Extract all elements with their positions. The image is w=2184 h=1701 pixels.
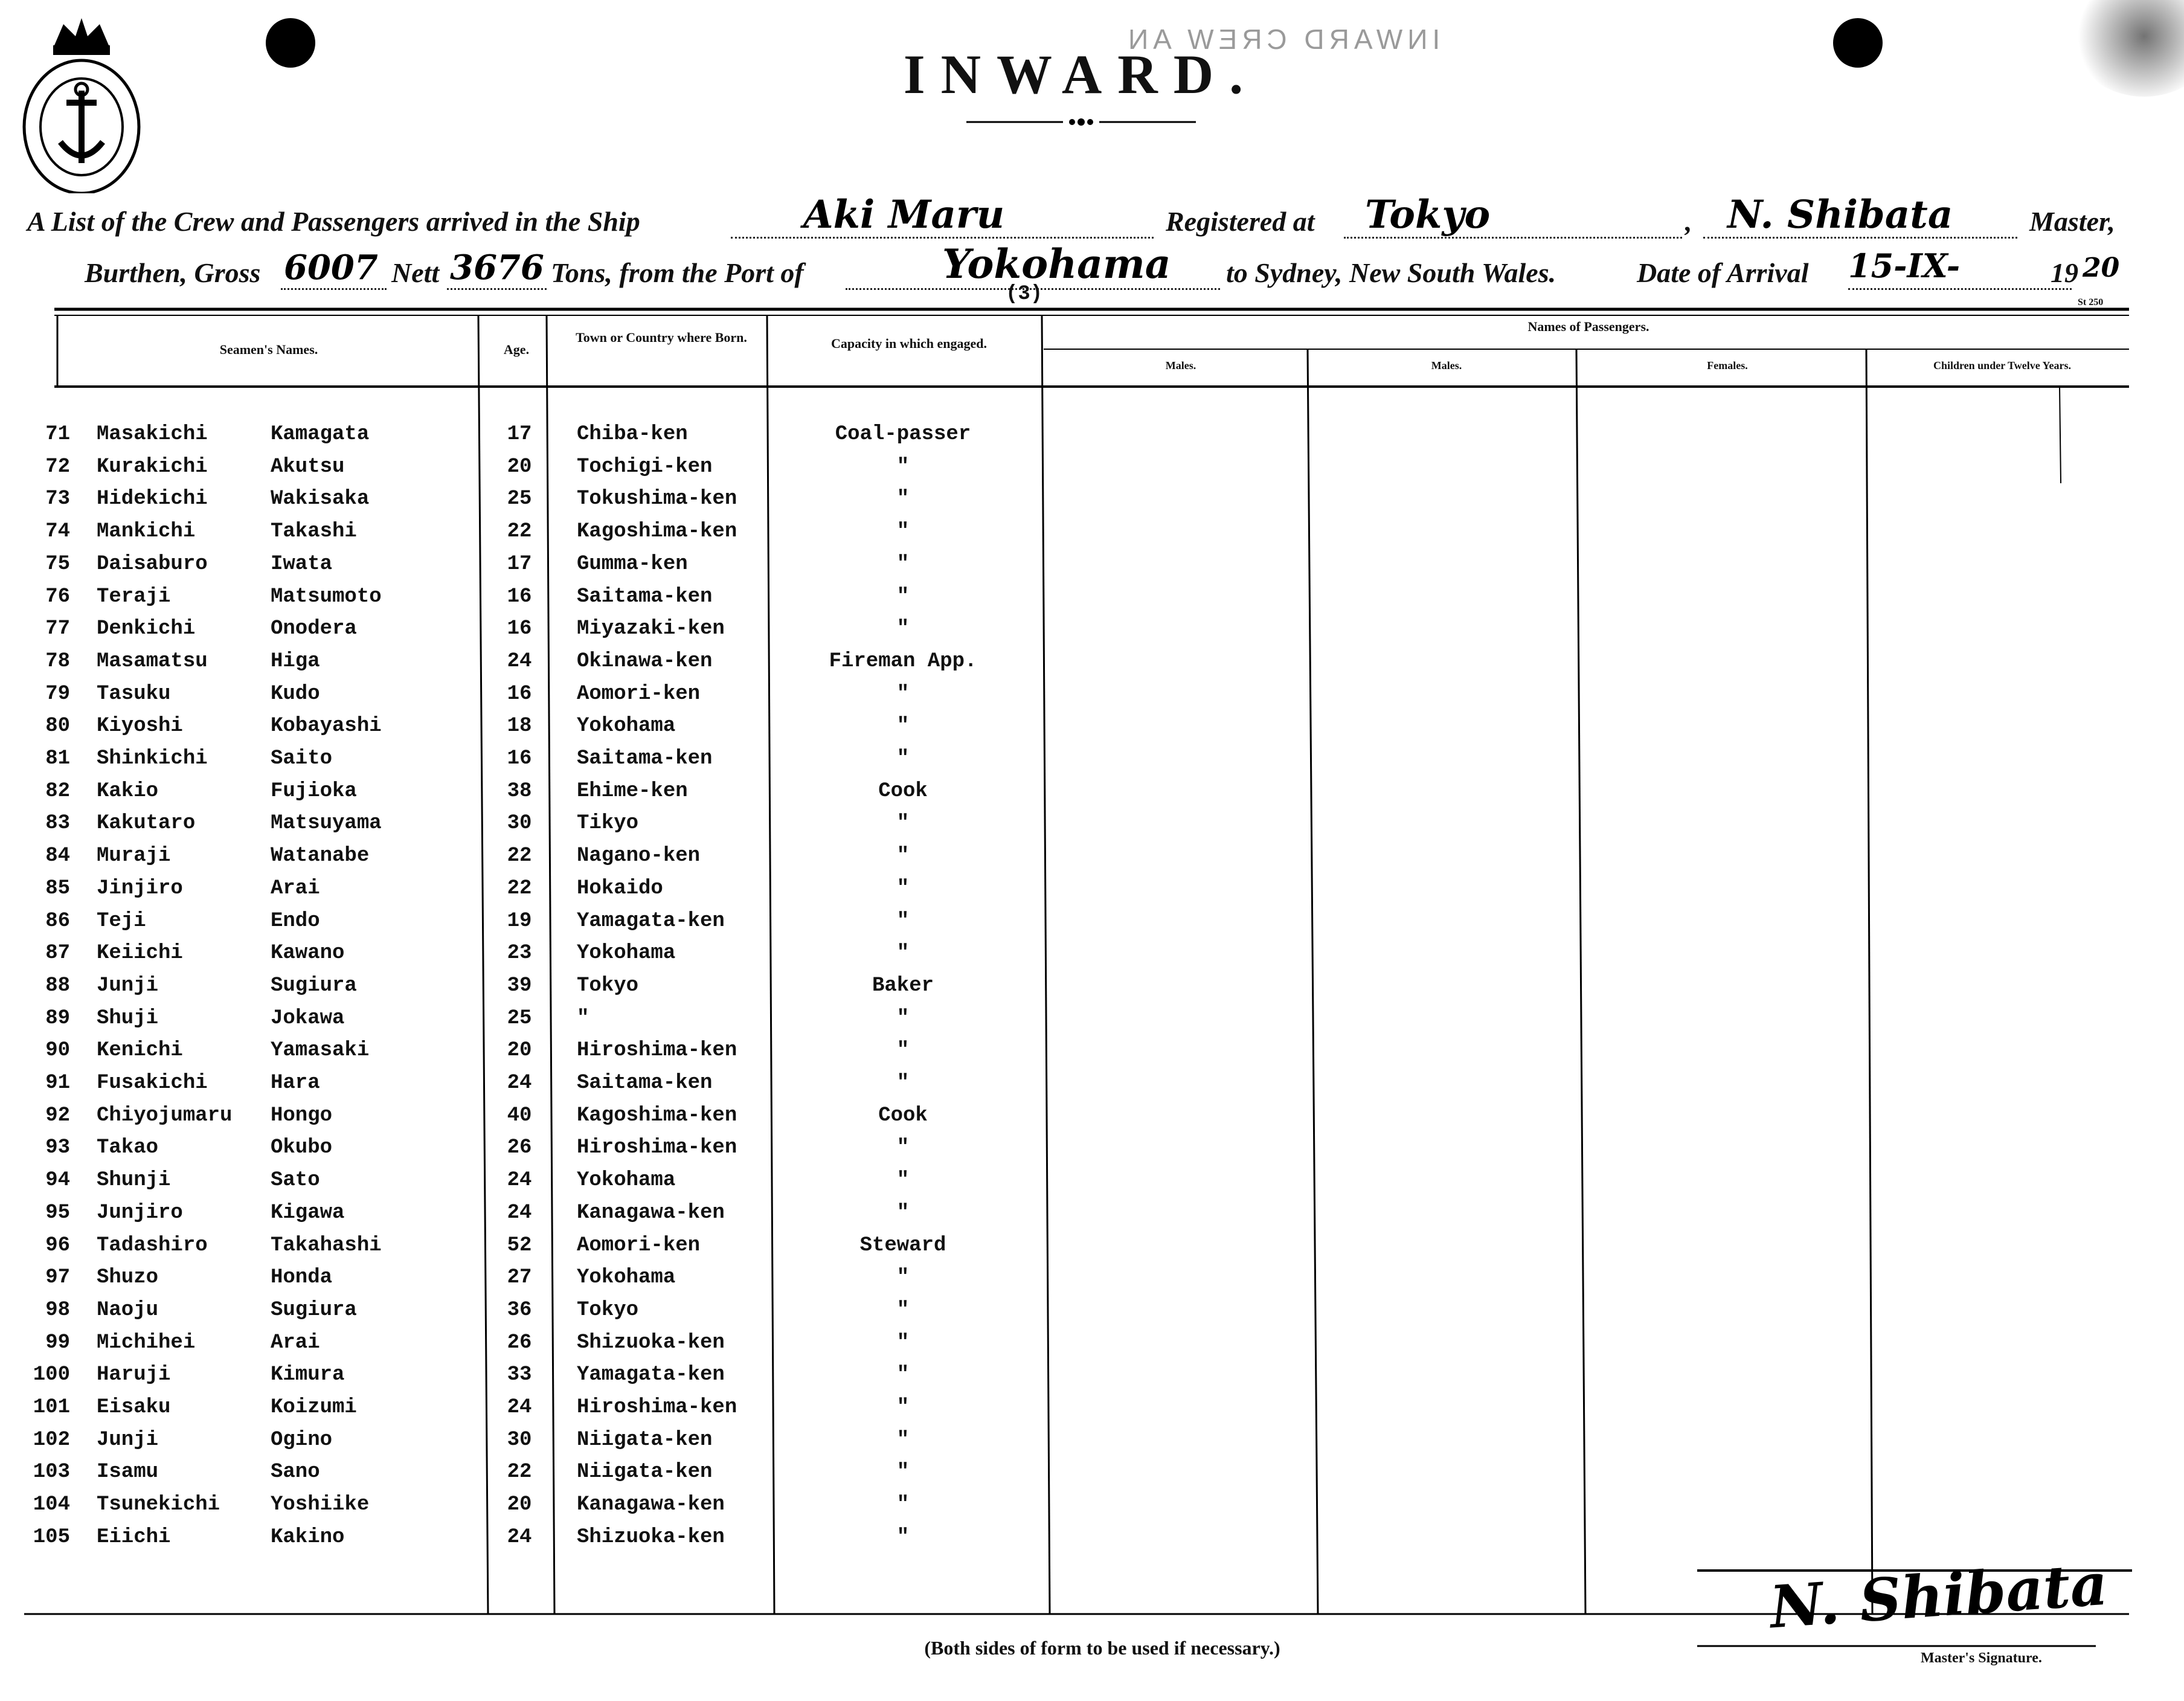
birthplace: Hiroshima-ken (577, 1136, 737, 1159)
row-number: 83 (45, 812, 70, 835)
seaman-age: 26 (507, 1331, 532, 1354)
table-row (0, 780, 2184, 812)
seaman-surname: Kawano (271, 942, 345, 965)
seaman-surname: Okubo (271, 1136, 333, 1159)
birthplace: Kanagawa-ken (577, 1201, 725, 1224)
capacity-engaged: " (896, 942, 910, 965)
seaman-age: 24 (507, 1201, 532, 1224)
row-number: 79 (45, 683, 70, 706)
seaman-surname: Yamasaki (271, 1039, 370, 1062)
seaman-age: 38 (507, 780, 532, 803)
seaman-first-name: Muraji (97, 844, 171, 867)
seaman-first-name: Shinkichi (97, 747, 208, 770)
table-row (0, 520, 2184, 553)
seaman-surname: Koizumi (271, 1396, 357, 1419)
seaman-first-name: Teraji (97, 585, 171, 608)
birthplace: Yamagata-ken (577, 1363, 725, 1386)
table-row (0, 683, 2184, 715)
master-signature-label: Master's Signature. (1921, 1650, 2042, 1666)
row-number: 72 (45, 455, 70, 478)
seaman-age: 22 (507, 877, 532, 900)
row-number: 97 (45, 1266, 70, 1289)
seaman-age: 16 (507, 585, 532, 608)
seaman-age: 23 (507, 942, 532, 965)
seaman-first-name: Teji (97, 910, 146, 933)
table-row (0, 974, 2184, 1007)
birthplace: Hokaido (577, 877, 663, 900)
birthplace: Saitama-ken (577, 585, 713, 608)
capacity-engaged: " (896, 683, 910, 706)
registered-label: Registered at (1166, 206, 1315, 237)
seaman-first-name: Kiyoshi (97, 715, 183, 738)
seaman-first-name: Junji (97, 1429, 159, 1452)
seaman-surname: Arai (271, 877, 320, 900)
row-number: 98 (45, 1299, 70, 1322)
birthplace: Aomori-ken (577, 1234, 701, 1257)
capacity-engaged: " (896, 1136, 910, 1159)
capacity-engaged: Baker (872, 974, 934, 997)
capacity-engaged: " (896, 1299, 910, 1322)
table-row (0, 1039, 2184, 1072)
seaman-age: 24 (507, 1072, 532, 1095)
seaman-surname: Kudo (271, 683, 320, 706)
table-row (0, 1299, 2184, 1331)
table-row (0, 1104, 2184, 1137)
row-number: 101 (33, 1396, 70, 1419)
list-prefix-label: A List of the Crew and Passengers arrived in the Ship (27, 206, 640, 237)
seaman-surname: Takashi (271, 520, 357, 543)
seaman-first-name: Tasuku (97, 683, 171, 706)
seaman-first-name: Haruji (97, 1363, 171, 1386)
seaman-first-name: Jinjiro (97, 877, 183, 900)
table-row (0, 1461, 2184, 1493)
capacity-engaged: " (896, 585, 910, 608)
seaman-age: 17 (507, 423, 532, 446)
capacity-engaged: " (896, 844, 910, 867)
capacity-engaged: Fireman App. (829, 650, 977, 673)
seaman-age: 25 (507, 487, 532, 510)
row-number: 80 (45, 715, 70, 738)
table-row (0, 1136, 2184, 1169)
row-number: 88 (45, 974, 70, 997)
gross-tons-value: 6007 (284, 248, 378, 288)
table-row (0, 715, 2184, 747)
seaman-surname: Matsumoto (271, 585, 382, 608)
seaman-age: 20 (507, 1493, 532, 1516)
seaman-age: 19 (507, 910, 532, 933)
row-number: 105 (33, 1526, 70, 1549)
seaman-surname: Wakisaka (271, 487, 370, 510)
birthplace: " (577, 1007, 589, 1030)
col-children: Children under Twelve Years. (1933, 359, 2071, 371)
capacity-engaged: " (896, 1363, 910, 1386)
capacity-engaged: " (896, 1461, 910, 1484)
master-name-value: N. Shibata (1727, 192, 1953, 237)
seaman-age: 16 (507, 747, 532, 770)
seaman-surname: Kimura (271, 1363, 345, 1386)
seaman-surname: Kamagata (271, 423, 370, 446)
birthplace: Chiba-ken (577, 423, 688, 446)
table-row (0, 1072, 2184, 1104)
birthplace: Tokushima-ken (577, 487, 737, 510)
birthplace: Hiroshima-ken (577, 1039, 737, 1062)
row-number: 73 (45, 487, 70, 510)
row-number: 84 (45, 844, 70, 867)
table-row (0, 877, 2184, 910)
birthplace: Kanagawa-ken (577, 1493, 725, 1516)
capacity-engaged: " (896, 715, 910, 738)
seaman-surname: Hongo (271, 1104, 333, 1127)
seaman-first-name: Eisaku (97, 1396, 171, 1419)
table-row (0, 650, 2184, 683)
capacity-engaged: " (896, 1201, 910, 1224)
seaman-first-name: Mankichi (97, 520, 196, 543)
capacity-engaged: " (896, 1396, 910, 1419)
capacity-engaged: " (896, 1072, 910, 1095)
birthplace: Yamagata-ken (577, 910, 725, 933)
seaman-surname: Hara (271, 1072, 320, 1095)
table-row (0, 942, 2184, 974)
row-number: 81 (45, 747, 70, 770)
seaman-first-name: Takao (97, 1136, 159, 1159)
row-number: 102 (33, 1429, 70, 1452)
seaman-surname: Sato (271, 1169, 320, 1192)
seaman-first-name: Shuzo (97, 1266, 159, 1289)
birthplace: Yokohama (577, 1169, 676, 1192)
capacity-engaged: " (896, 1526, 910, 1549)
page-title: INWARD. (903, 43, 1259, 105)
col-born: Town or Country where Born. (576, 330, 747, 345)
seaman-surname: Sugiura (271, 1299, 357, 1322)
seaman-surname: Ogino (271, 1429, 333, 1452)
row-number: 78 (45, 650, 70, 673)
burthen-gross-label: Burthen, Gross (85, 257, 261, 288)
col-seamens-names: Seamen's Names. (219, 342, 318, 357)
seaman-surname: Kakino (271, 1526, 345, 1549)
seaman-age: 52 (507, 1234, 532, 1257)
seaman-age: 20 (507, 1039, 532, 1062)
row-number: 95 (45, 1201, 70, 1224)
birthplace: Gumma-ken (577, 553, 688, 576)
table-row (0, 910, 2184, 942)
seaman-surname: Honda (271, 1266, 333, 1289)
capacity-engaged: " (896, 553, 910, 576)
mirrored-stamp-ghost: INWARD CREW AN (1123, 24, 1440, 55)
table-row (0, 553, 2184, 585)
row-number: 87 (45, 942, 70, 965)
birthplace: Ehime-ken (577, 780, 688, 803)
row-number: 104 (33, 1493, 70, 1516)
to-sydney-label: to Sydney, New South Wales. (1226, 257, 1556, 288)
seaman-first-name: Kakutaro (97, 812, 196, 835)
col-age: Age. (503, 342, 530, 357)
row-number: 85 (45, 877, 70, 900)
capacity-engaged: " (896, 617, 910, 640)
seaman-surname: Arai (271, 1331, 320, 1354)
birthplace: Tochigi-ken (577, 455, 713, 478)
capacity-engaged: " (896, 1039, 910, 1062)
seaman-first-name: Masamatsu (97, 650, 208, 673)
arrival-date-value: 15-IX- (1848, 246, 1961, 285)
capacity-engaged: " (896, 812, 910, 835)
seaman-first-name: Fusakichi (97, 1072, 208, 1095)
sheet-number: (3) (1006, 283, 1043, 306)
birthplace: Miyazaki-ken (577, 617, 725, 640)
capacity-engaged: " (896, 877, 910, 900)
seaman-surname: Saito (271, 747, 333, 770)
table-row (0, 1396, 2184, 1429)
capacity-engaged: " (896, 747, 910, 770)
row-number: 90 (45, 1039, 70, 1062)
nett-label: Nett (391, 257, 440, 288)
capacity-engaged: Cook (878, 780, 928, 803)
row-number: 86 (45, 910, 70, 933)
table-row (0, 585, 2184, 618)
col-capacity: Capacity in which engaged. (831, 336, 987, 351)
seaman-surname: Fujioka (271, 780, 357, 803)
seaman-age: 30 (507, 812, 532, 835)
capacity-engaged: " (896, 1331, 910, 1354)
seaman-first-name: Naoju (97, 1299, 159, 1322)
birthplace: Kagoshima-ken (577, 1104, 737, 1127)
seaman-surname: Kigawa (271, 1201, 345, 1224)
seaman-age: 24 (507, 650, 532, 673)
seaman-first-name: Junji (97, 974, 159, 997)
seaman-age: 20 (507, 455, 532, 478)
seaman-age: 16 (507, 683, 532, 706)
seaman-first-name: Michihei (97, 1331, 196, 1354)
col-males-1: Males. (1165, 359, 1196, 371)
birthplace: Niigata-ken (577, 1461, 713, 1484)
row-number: 93 (45, 1136, 70, 1159)
arrival-year-suffix: 20 (2083, 252, 2120, 283)
table-row (0, 1007, 2184, 1040)
seaman-age: 16 (507, 617, 532, 640)
seaman-age: 25 (507, 1007, 532, 1030)
registered-port-value: Tokyo (1365, 192, 1491, 237)
capacity-engaged: Steward (859, 1234, 946, 1257)
seaman-surname: Watanabe (271, 844, 370, 867)
seaman-surname: Sano (271, 1461, 320, 1484)
form-code: St 250 (2078, 297, 2104, 307)
seaman-age: 24 (507, 1526, 532, 1549)
table-row (0, 1201, 2184, 1234)
seaman-age: 17 (507, 553, 532, 576)
seaman-age: 24 (507, 1169, 532, 1192)
birthplace: Aomori-ken (577, 683, 701, 706)
seaman-age: 24 (507, 1396, 532, 1419)
seaman-age: 36 (507, 1299, 532, 1322)
seaman-first-name: Kakio (97, 780, 159, 803)
seaman-surname: Sugiura (271, 974, 357, 997)
col-males-2: Males. (1431, 359, 1462, 371)
capacity-engaged: " (896, 1429, 910, 1452)
seaman-first-name: Kenichi (97, 1039, 183, 1062)
seaman-age: 22 (507, 844, 532, 867)
seaman-age: 39 (507, 974, 532, 997)
row-number: 77 (45, 617, 70, 640)
row-number: 92 (45, 1104, 70, 1127)
date-of-arrival-label: Date of Arrival (1637, 257, 1809, 288)
seaman-first-name: Masakichi (97, 423, 208, 446)
row-number: 96 (45, 1234, 70, 1257)
seaman-age: 18 (507, 715, 532, 738)
seaman-first-name: Tadashiro (97, 1234, 208, 1257)
birthplace: Kagoshima-ken (577, 520, 737, 543)
seaman-first-name: Tsunekichi (97, 1493, 220, 1516)
birthplace: Yokohama (577, 715, 676, 738)
seaman-age: 22 (507, 1461, 532, 1484)
footer-note: (Both sides of form to be used if necessary.) (924, 1637, 1280, 1659)
birthplace: Tokyo (577, 1299, 639, 1322)
seaman-surname: Takahashi (271, 1234, 382, 1257)
capacity-engaged: " (896, 487, 910, 510)
birthplace: Niigata-ken (577, 1429, 713, 1452)
table-row (0, 1331, 2184, 1364)
seaman-age: 33 (507, 1363, 532, 1386)
seaman-first-name: Kurakichi (97, 455, 208, 478)
row-number: 99 (45, 1331, 70, 1354)
master-label: Master, (2029, 206, 2115, 237)
seaman-age: 22 (507, 520, 532, 543)
capacity-engaged: " (896, 520, 910, 543)
row-number: 94 (45, 1169, 70, 1192)
capacity-engaged: Coal-passer (835, 423, 971, 446)
seaman-surname: Yoshiike (271, 1493, 370, 1516)
table-row (0, 1363, 2184, 1396)
capacity-engaged: " (896, 455, 910, 478)
seaman-first-name: Chiyojumaru (97, 1104, 233, 1127)
row-number: 74 (45, 520, 70, 543)
seaman-first-name: Daisaburo (97, 553, 208, 576)
table-row (0, 1169, 2184, 1201)
table-row (0, 1526, 2184, 1558)
arrival-year-prefix: 19 (2051, 257, 2078, 288)
from-port-value: Yokohama (942, 240, 1171, 288)
capacity-engaged: " (896, 910, 910, 933)
master-signature: N. Shibata (1767, 1549, 2110, 1642)
row-number: 82 (45, 780, 70, 803)
comma: , (1685, 206, 1692, 237)
seaman-surname: Akutsu (271, 455, 345, 478)
table-row (0, 747, 2184, 780)
birthplace: Tokyo (577, 974, 639, 997)
row-number: 103 (33, 1461, 70, 1484)
table-row (0, 617, 2184, 650)
birthplace: Hiroshima-ken (577, 1396, 737, 1419)
birthplace: Nagano-ken (577, 844, 701, 867)
seaman-first-name: Junjiro (97, 1201, 183, 1224)
col-passengers: Names of Passengers. (1527, 319, 1649, 334)
seaman-surname: Iwata (271, 553, 333, 576)
row-number: 100 (33, 1363, 70, 1386)
col-females: Females. (1707, 359, 1748, 371)
seaman-first-name: Shuji (97, 1007, 159, 1030)
tons-from-port-label: Tons, from the Port of (551, 257, 804, 288)
table-row (0, 812, 2184, 844)
seaman-age: 27 (507, 1266, 532, 1289)
ship-name-value: Aki Maru (803, 192, 1005, 237)
table-row (0, 1266, 2184, 1299)
table-row (0, 455, 2184, 488)
row-number: 91 (45, 1072, 70, 1095)
capacity-engaged: " (896, 1266, 910, 1289)
table-row (0, 844, 2184, 877)
seaman-first-name: Hidekichi (97, 487, 208, 510)
table-row (0, 1234, 2184, 1267)
capacity-engaged: Cook (878, 1104, 928, 1127)
birthplace: Okinawa-ken (577, 650, 713, 673)
row-number: 76 (45, 585, 70, 608)
seaman-first-name: Keiichi (97, 942, 183, 965)
seaman-surname: Endo (271, 910, 320, 933)
table-row (0, 1429, 2184, 1461)
nett-tons-value: 3676 (450, 248, 544, 288)
birthplace: Shizuoka-ken (577, 1331, 725, 1354)
row-number: 89 (45, 1007, 70, 1030)
seaman-age: 26 (507, 1136, 532, 1159)
seaman-first-name: Shunji (97, 1169, 171, 1192)
seaman-surname: Matsuyama (271, 812, 382, 835)
capacity-engaged: " (896, 1169, 910, 1192)
table-row (0, 423, 2184, 455)
birthplace: Yokohama (577, 1266, 676, 1289)
capacity-engaged: " (896, 1493, 910, 1516)
seaman-age: 40 (507, 1104, 532, 1127)
capacity-engaged: " (896, 1007, 910, 1030)
seaman-age: 30 (507, 1429, 532, 1452)
row-number: 71 (45, 423, 70, 446)
seaman-surname: Onodera (271, 617, 357, 640)
table-row (0, 487, 2184, 520)
row-number: 75 (45, 553, 70, 576)
birthplace: Saitama-ken (577, 747, 713, 770)
seaman-first-name: Isamu (97, 1461, 159, 1484)
birthplace: Tikyo (577, 812, 639, 835)
seaman-surname: Jokawa (271, 1007, 345, 1030)
birthplace: Shizuoka-ken (577, 1526, 725, 1549)
seaman-surname: Higa (271, 650, 320, 673)
seaman-first-name: Denkichi (97, 617, 196, 640)
seaman-surname: Kobayashi (271, 715, 382, 738)
birthplace: Yokohama (577, 942, 676, 965)
birthplace: Saitama-ken (577, 1072, 713, 1095)
seaman-first-name: Eiichi (97, 1526, 171, 1549)
table-row (0, 1493, 2184, 1526)
